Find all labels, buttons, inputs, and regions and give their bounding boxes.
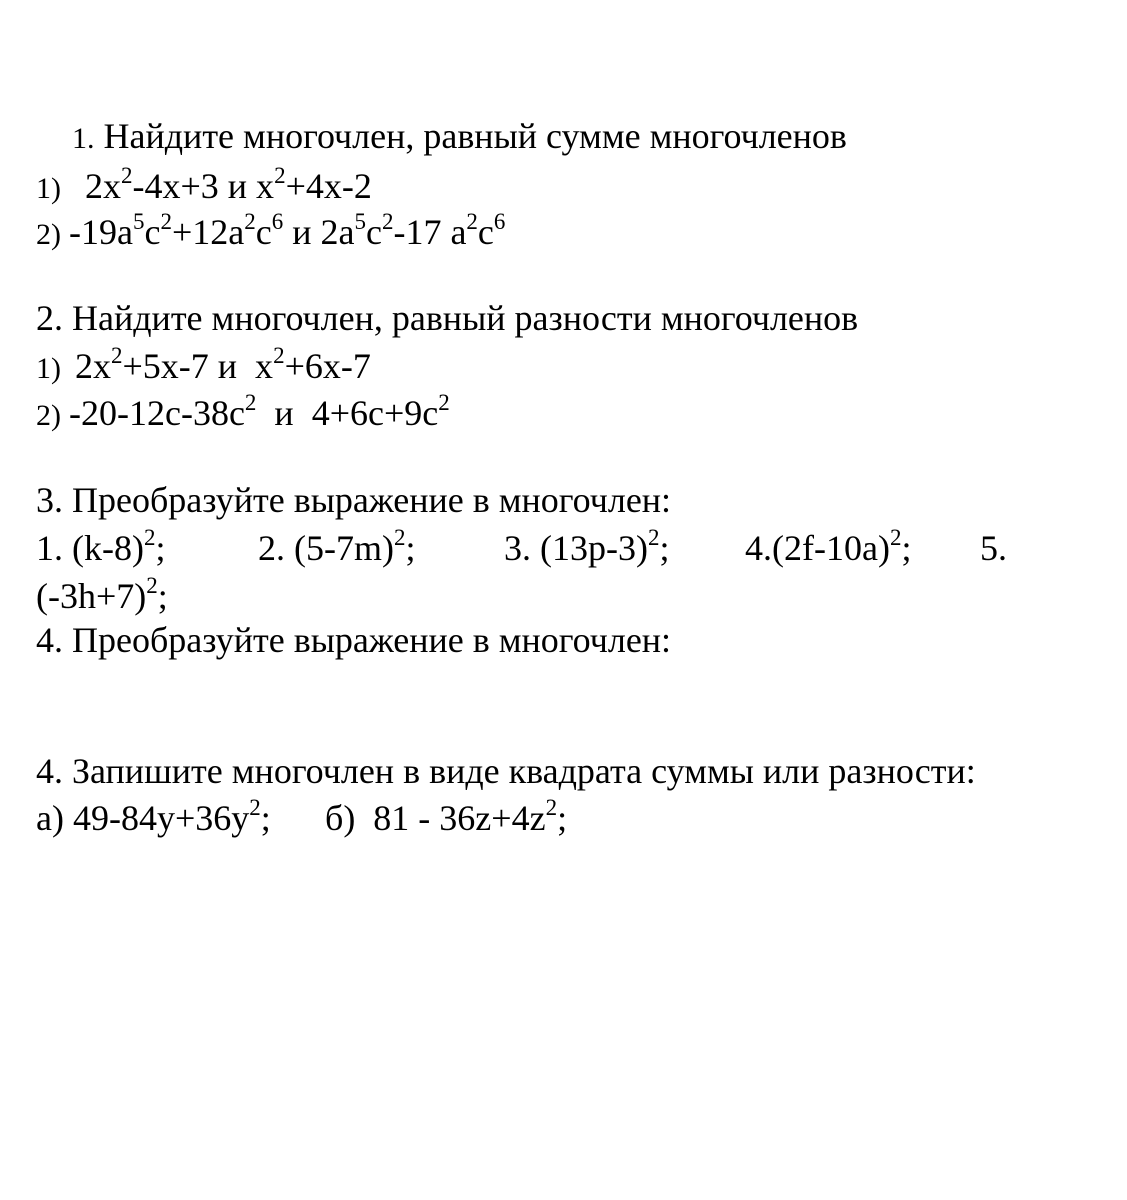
expr-tail: ; [405, 528, 416, 568]
task3-heading: 3. Преобразуйте выражение в многочлен: [36, 480, 672, 520]
expr-text: 3. (13p-3) [504, 528, 648, 568]
exponent: 2 [121, 163, 133, 188]
task3-expression-4 [745, 525, 912, 568]
exponent: 2 [146, 573, 158, 598]
expr-text: 1. (k-8) [36, 528, 144, 568]
expr-part: и 2a [283, 212, 355, 252]
task1-item-2 [36, 209, 506, 255]
task3-expression-5 [36, 573, 168, 616]
exponent: 5 [354, 209, 366, 234]
exponent: 2 [438, 390, 450, 415]
task3-expression-5-number [980, 528, 1007, 568]
item-label: 1) [36, 352, 61, 385]
task4b-item-b [325, 795, 568, 838]
expr-part: +12a [171, 212, 245, 252]
exponent: 2 [249, 795, 261, 820]
task1-number: 1. [72, 122, 95, 155]
task4b-heading: 4. Запишите многочлен в виде квадрата суммы или разности: [36, 751, 976, 791]
task1-item-1 [36, 163, 372, 209]
exponent: 2 [111, 343, 123, 368]
expr-part: c [477, 212, 494, 252]
expr-text: б) 81 - 36z+4z [325, 798, 546, 838]
exponent: 2 [889, 525, 902, 550]
expr-tail: ; [557, 798, 568, 838]
expr-tail: ; [659, 528, 670, 568]
item-label: 1) [36, 172, 61, 205]
expr-part: -19a [69, 212, 133, 252]
exponent: 2 [545, 795, 558, 820]
task4b-item-a [36, 795, 271, 838]
expr-part: +4x-2 [285, 166, 372, 206]
exponent: 2 [381, 209, 394, 234]
task3-expression-1 [36, 525, 166, 568]
task3-expression-2 [258, 525, 416, 568]
item-label: 2) [36, 218, 61, 251]
expr-part: -17 a [393, 212, 467, 252]
expr-text: 5. [980, 528, 1007, 568]
expr-text: 4.(2f-10a) [745, 528, 890, 568]
item-label: 2) [36, 399, 61, 432]
task4a-heading: 4. Преобразуйте выражение в многочлен: [36, 620, 672, 660]
expr-part: -4x+3 и x [132, 166, 275, 206]
task2-heading: 2. Найдите многочлен, равный разности многочленов [36, 298, 859, 338]
expr-tail: ; [157, 576, 168, 616]
expr-part: 2x [75, 346, 111, 386]
task2-item-2 [36, 390, 450, 436]
expr-part: +5x-7 и x [122, 346, 274, 386]
expr-text: 2. (5-7m) [258, 528, 394, 568]
task2-item-1 [36, 343, 371, 389]
exponent: 2 [160, 209, 172, 234]
expr-tail: ; [155, 528, 166, 568]
exponent: 2 [393, 525, 406, 550]
expr-part: 2x [85, 166, 121, 206]
exponent: 2 [274, 163, 286, 188]
exponent: 2 [647, 525, 660, 550]
expr-part: -20-12c-38c [69, 393, 245, 433]
exponent: 2 [143, 525, 156, 550]
exponent: 6 [493, 209, 506, 234]
expr-part: +6x-7 [284, 346, 371, 386]
task1-title: Найдите многочлен, равный сумме многочленов [103, 116, 847, 156]
expr-part: c [255, 212, 272, 252]
exponent: 2 [466, 209, 478, 234]
expr-part: c [144, 212, 161, 252]
expr-part: и 4+6c+9c [256, 393, 439, 433]
exponent: 5 [132, 209, 145, 234]
expr-text: (-3h+7) [36, 576, 147, 616]
task1-heading [72, 116, 847, 159]
exponent: 6 [271, 209, 284, 234]
expr-text: а) 49-84y+36y [36, 798, 250, 838]
exponent: 2 [244, 209, 256, 234]
expr-part: c [365, 212, 382, 252]
task3-expression-3 [504, 525, 670, 568]
exponent: 2 [273, 343, 285, 368]
exponent: 2 [244, 390, 257, 415]
expr-tail: ; [260, 798, 271, 838]
expr-tail: ; [901, 528, 912, 568]
